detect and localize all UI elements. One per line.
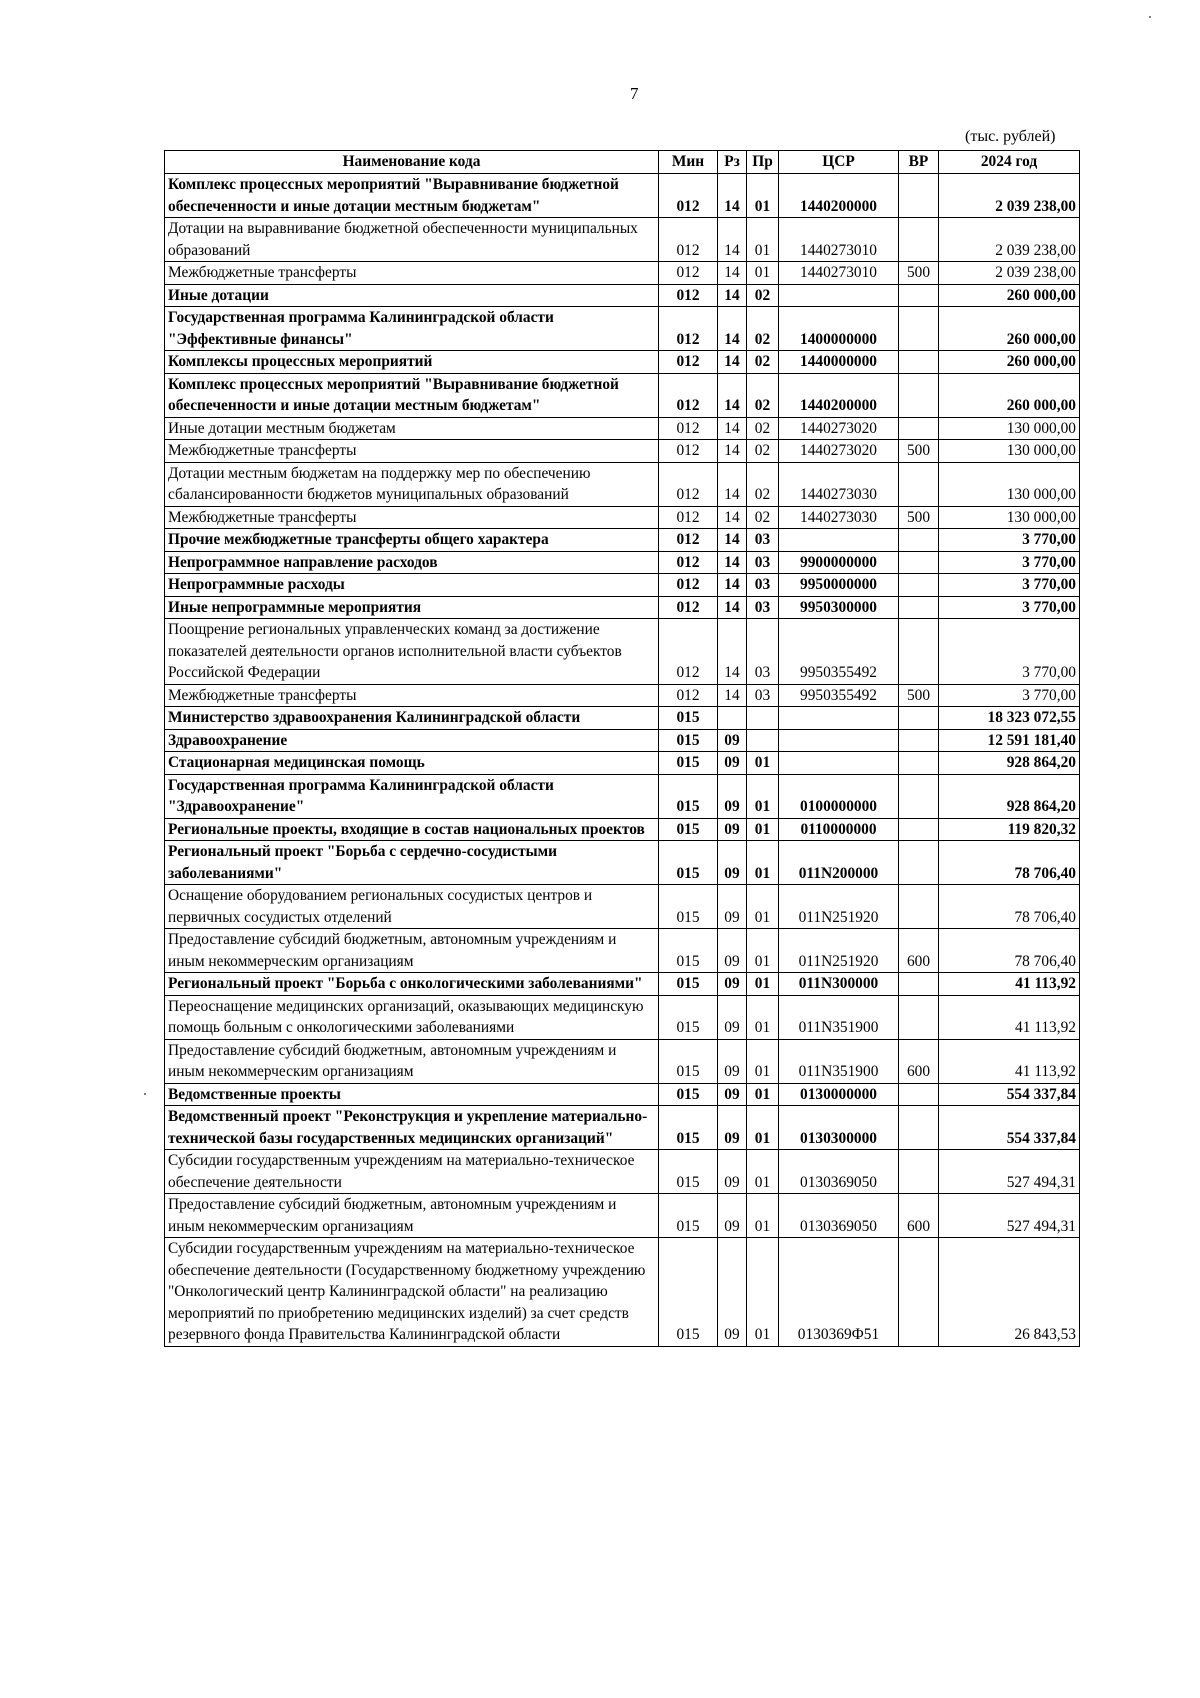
cell-rz: 14 (718, 506, 747, 529)
cell-vr (899, 774, 939, 818)
cell-min: 012 (659, 619, 718, 685)
cell-vr (899, 885, 939, 929)
cell-sum: 554 337,84 (939, 1106, 1080, 1150)
cell-vr (899, 995, 939, 1039)
cell-rz: 09 (718, 1106, 747, 1150)
cell-rz: 09 (718, 995, 747, 1039)
cell-vr (899, 841, 939, 885)
cell-pr: 01 (747, 841, 779, 885)
cell-sum: 41 113,92 (939, 995, 1080, 1039)
cell-pr: 01 (747, 1194, 779, 1238)
cell-name: Межбюджетные трансферты (165, 684, 659, 707)
cell-pr: 01 (747, 1238, 779, 1347)
cell-pr: 01 (747, 929, 779, 973)
table-row (165, 307, 1080, 351)
cell-vr (899, 174, 939, 218)
cell-sum: 78 706,40 (939, 929, 1080, 973)
cell-csr: 1440273020 (779, 440, 899, 463)
cell-csr (779, 729, 899, 752)
cell-pr: 01 (747, 262, 779, 285)
header-rz: Рз (718, 151, 747, 174)
cell-rz: 09 (718, 818, 747, 841)
table-row (165, 707, 1080, 730)
cell-min: 012 (659, 551, 718, 574)
cell-sum: 554 337,84 (939, 1083, 1080, 1106)
table-header-row (165, 151, 1080, 174)
cell-rz: 14 (718, 684, 747, 707)
cell-name: Предоставление субсидий бюджетным, автономным учреждениям и иным некоммерческим организациям (165, 1194, 659, 1238)
cell-rz: 14 (718, 551, 747, 574)
cell-sum: 130 000,00 (939, 440, 1080, 463)
cell-name: Региональный проект "Борьба с сердечно-сосудистыми заболеваниями" (165, 841, 659, 885)
cell-sum: 26 843,53 (939, 1238, 1080, 1347)
header-min: Мин (659, 151, 718, 174)
cell-name: Межбюджетные трансферты (165, 506, 659, 529)
cell-name: Комплекс процессных мероприятий "Выравнивание бюджетной обеспеченности и иные дотации местным бюджетам" (165, 373, 659, 417)
cell-csr: 1440273020 (779, 417, 899, 440)
cell-pr: 01 (747, 973, 779, 996)
table-row (165, 774, 1080, 818)
cell-vr (899, 307, 939, 351)
cell-sum: 78 706,40 (939, 885, 1080, 929)
cell-min: 012 (659, 351, 718, 374)
cell-pr: 02 (747, 506, 779, 529)
cell-name: Государственная программа Калининградской области "Здравоохранение" (165, 774, 659, 818)
cell-rz: 14 (718, 218, 747, 262)
cell-name: Поощрение региональных управленческих команд за достижение показателей деятельности органов исполнительной власти субъектов Российской Федерации (165, 619, 659, 685)
cell-min: 015 (659, 841, 718, 885)
cell-min: 012 (659, 218, 718, 262)
table-row (165, 619, 1080, 685)
cell-pr: 02 (747, 373, 779, 417)
table-row (165, 506, 1080, 529)
cell-pr: 03 (747, 619, 779, 685)
cell-name: Комплексы процессных мероприятий (165, 351, 659, 374)
cell-min: 012 (659, 462, 718, 506)
cell-rz: 14 (718, 174, 747, 218)
cell-name: Региональный проект "Борьба с онкологическими заболеваниями" (165, 973, 659, 996)
cell-vr (899, 729, 939, 752)
cell-csr: 0130369050 (779, 1194, 899, 1238)
cell-sum: 260 000,00 (939, 373, 1080, 417)
cell-vr (899, 373, 939, 417)
cell-csr: 0110000000 (779, 818, 899, 841)
cell-min: 012 (659, 506, 718, 529)
cell-rz: 14 (718, 619, 747, 685)
table-body (165, 174, 1080, 1347)
cell-csr: 1400000000 (779, 307, 899, 351)
cell-sum: 130 000,00 (939, 506, 1080, 529)
cell-name: Дотации на выравнивание бюджетной обеспеченности муниципальных образований (165, 218, 659, 262)
cell-rz: 09 (718, 841, 747, 885)
cell-rz: 14 (718, 574, 747, 597)
cell-rz: 14 (718, 284, 747, 307)
table-row (165, 262, 1080, 285)
cell-min: 012 (659, 373, 718, 417)
cell-csr: 011N200000 (779, 841, 899, 885)
cell-rz: 14 (718, 351, 747, 374)
table-row (165, 373, 1080, 417)
cell-csr: 9950000000 (779, 574, 899, 597)
cell-pr: 02 (747, 417, 779, 440)
cell-vr: 600 (899, 1039, 939, 1083)
cell-csr: 9900000000 (779, 551, 899, 574)
cell-min: 012 (659, 174, 718, 218)
cell-name: Стационарная медицинская помощь (165, 752, 659, 775)
cell-min: 012 (659, 574, 718, 597)
cell-vr: 600 (899, 929, 939, 973)
table-row (165, 885, 1080, 929)
cell-min: 015 (659, 995, 718, 1039)
table-row (165, 684, 1080, 707)
cell-rz: 14 (718, 262, 747, 285)
cell-csr: 011N251920 (779, 885, 899, 929)
table-row (165, 1194, 1080, 1238)
table-row (165, 973, 1080, 996)
table-row (165, 1083, 1080, 1106)
cell-min: 015 (659, 929, 718, 973)
table-row (165, 729, 1080, 752)
cell-pr: 01 (747, 1039, 779, 1083)
cell-csr (779, 284, 899, 307)
cell-pr: 01 (747, 752, 779, 775)
cell-rz (718, 707, 747, 730)
cell-min: 012 (659, 684, 718, 707)
units-note: (тыс. рублей) (965, 128, 1056, 145)
cell-csr: 1440200000 (779, 373, 899, 417)
cell-min: 012 (659, 262, 718, 285)
cell-pr: 01 (747, 995, 779, 1039)
cell-sum: 260 000,00 (939, 284, 1080, 307)
cell-sum: 3 770,00 (939, 529, 1080, 552)
cell-sum: 2 039 238,00 (939, 262, 1080, 285)
cell-min: 012 (659, 307, 718, 351)
cell-sum: 3 770,00 (939, 574, 1080, 597)
cell-name: Межбюджетные трансферты (165, 440, 659, 463)
cell-csr (779, 752, 899, 775)
cell-pr: 02 (747, 351, 779, 374)
cell-csr: 1440000000 (779, 351, 899, 374)
cell-pr: 01 (747, 174, 779, 218)
cell-sum: 3 770,00 (939, 619, 1080, 685)
cell-min: 015 (659, 1150, 718, 1194)
table-row (165, 284, 1080, 307)
cell-rz: 14 (718, 529, 747, 552)
cell-name: Ведомственные проекты (165, 1083, 659, 1106)
cell-csr: 1440273010 (779, 218, 899, 262)
cell-vr (899, 1106, 939, 1150)
cell-pr: 02 (747, 462, 779, 506)
scan-speck (144, 1093, 146, 1095)
cell-rz: 09 (718, 1238, 747, 1347)
cell-pr: 02 (747, 440, 779, 463)
table-row (165, 995, 1080, 1039)
cell-rz: 09 (718, 752, 747, 775)
cell-pr: 01 (747, 885, 779, 929)
table-row (165, 1238, 1080, 1347)
cell-rz: 09 (718, 973, 747, 996)
cell-name: Прочие межбюджетные трансферты общего характера (165, 529, 659, 552)
cell-csr: 9950300000 (779, 596, 899, 619)
cell-sum: 3 770,00 (939, 551, 1080, 574)
header-sum: 2024 год (939, 151, 1080, 174)
cell-csr: 0100000000 (779, 774, 899, 818)
cell-name: Оснащение оборудованием региональных сосудистых центров и первичных сосудистых отделений (165, 885, 659, 929)
cell-sum: 78 706,40 (939, 841, 1080, 885)
cell-rz: 14 (718, 307, 747, 351)
cell-name: Иные дотации (165, 284, 659, 307)
cell-rz: 09 (718, 774, 747, 818)
cell-sum: 119 820,32 (939, 818, 1080, 841)
table-row (165, 1106, 1080, 1150)
page-number: 7 (630, 84, 639, 103)
cell-csr: 011N300000 (779, 973, 899, 996)
cell-vr (899, 1150, 939, 1194)
cell-rz: 14 (718, 440, 747, 463)
cell-vr (899, 417, 939, 440)
cell-rz: 09 (718, 1039, 747, 1083)
cell-vr (899, 351, 939, 374)
cell-rz: 09 (718, 929, 747, 973)
cell-sum: 12 591 181,40 (939, 729, 1080, 752)
cell-csr: 0130369050 (779, 1150, 899, 1194)
cell-rz: 14 (718, 373, 747, 417)
table-row (165, 574, 1080, 597)
cell-csr: 011N251920 (779, 929, 899, 973)
cell-pr: 01 (747, 774, 779, 818)
cell-csr (779, 707, 899, 730)
scan-speck (1149, 16, 1151, 18)
table-row (165, 818, 1080, 841)
cell-sum: 928 864,20 (939, 774, 1080, 818)
header-name: Наименование кода (165, 151, 659, 174)
cell-pr: 02 (747, 307, 779, 351)
cell-vr: 500 (899, 684, 939, 707)
cell-min: 015 (659, 729, 718, 752)
cell-name: Субсидии государственным учреждениям на материально-техническое обеспечение деятельности (165, 1150, 659, 1194)
table-row (165, 174, 1080, 218)
cell-min: 015 (659, 1238, 718, 1347)
cell-sum: 2 039 238,00 (939, 174, 1080, 218)
cell-sum: 41 113,92 (939, 1039, 1080, 1083)
cell-min: 012 (659, 284, 718, 307)
cell-rz: 14 (718, 462, 747, 506)
cell-name: Переоснащение медицинских организаций, оказывающих медицинскую помощь больным с онкологическими заболеваниями (165, 995, 659, 1039)
cell-vr (899, 1083, 939, 1106)
table-row (165, 417, 1080, 440)
table-row (165, 529, 1080, 552)
cell-min: 015 (659, 774, 718, 818)
table-row (165, 1150, 1080, 1194)
cell-name: Предоставление субсидий бюджетным, автономным учреждениям и иным некоммерческим организациям (165, 929, 659, 973)
cell-sum: 3 770,00 (939, 596, 1080, 619)
cell-sum: 41 113,92 (939, 973, 1080, 996)
cell-name: Непрограммное направление расходов (165, 551, 659, 574)
cell-csr: 011N351900 (779, 995, 899, 1039)
table-row (165, 351, 1080, 374)
cell-sum: 130 000,00 (939, 462, 1080, 506)
cell-csr: 9950355492 (779, 619, 899, 685)
cell-name: Комплекс процессных мероприятий "Выравнивание бюджетной обеспеченности и иные дотации местным бюджетам" (165, 174, 659, 218)
cell-vr: 500 (899, 440, 939, 463)
cell-pr: 03 (747, 684, 779, 707)
cell-sum: 527 494,31 (939, 1150, 1080, 1194)
cell-name: Министерство здравоохранения Калининградской области (165, 707, 659, 730)
table-row (165, 462, 1080, 506)
table-row (165, 1039, 1080, 1083)
table-row (165, 218, 1080, 262)
table-row (165, 841, 1080, 885)
cell-name: Ведомственный проект "Реконструкция и укрепление материально-технической базы государственных медицинских организаций" (165, 1106, 659, 1150)
cell-rz: 09 (718, 1150, 747, 1194)
cell-pr (747, 707, 779, 730)
cell-pr: 03 (747, 551, 779, 574)
cell-vr (899, 752, 939, 775)
cell-vr (899, 462, 939, 506)
table-row (165, 596, 1080, 619)
cell-min: 015 (659, 1083, 718, 1106)
cell-vr (899, 818, 939, 841)
budget-table (164, 150, 1080, 1347)
cell-name: Региональные проекты, входящие в состав национальных проектов (165, 818, 659, 841)
cell-pr: 01 (747, 1083, 779, 1106)
cell-pr: 01 (747, 1106, 779, 1150)
cell-csr: 1440273030 (779, 506, 899, 529)
cell-min: 015 (659, 973, 718, 996)
cell-vr (899, 1238, 939, 1347)
cell-pr: 03 (747, 574, 779, 597)
cell-csr: 1440273010 (779, 262, 899, 285)
cell-csr: 0130369Ф51 (779, 1238, 899, 1347)
cell-sum: 527 494,31 (939, 1194, 1080, 1238)
cell-min: 015 (659, 1039, 718, 1083)
cell-rz: 09 (718, 1194, 747, 1238)
cell-name: Дотации местным бюджетам на поддержку мер по обеспечению сбалансированности бюджетов муниципальных образований (165, 462, 659, 506)
cell-vr (899, 574, 939, 597)
header-pr: Пр (747, 151, 779, 174)
cell-csr (779, 529, 899, 552)
cell-pr: 02 (747, 284, 779, 307)
cell-name: Здравоохранение (165, 729, 659, 752)
cell-rz: 14 (718, 596, 747, 619)
cell-vr: 500 (899, 262, 939, 285)
cell-pr (747, 729, 779, 752)
cell-name: Межбюджетные трансферты (165, 262, 659, 285)
cell-rz: 09 (718, 729, 747, 752)
cell-csr: 011N351900 (779, 1039, 899, 1083)
cell-sum: 2 039 238,00 (939, 218, 1080, 262)
cell-pr: 01 (747, 818, 779, 841)
cell-csr: 1440200000 (779, 174, 899, 218)
cell-min: 012 (659, 417, 718, 440)
cell-min: 015 (659, 885, 718, 929)
cell-min: 015 (659, 707, 718, 730)
cell-min: 012 (659, 596, 718, 619)
cell-vr (899, 218, 939, 262)
cell-csr: 0130300000 (779, 1106, 899, 1150)
cell-sum: 3 770,00 (939, 684, 1080, 707)
table-row (165, 929, 1080, 973)
cell-csr: 1440273030 (779, 462, 899, 506)
cell-sum: 260 000,00 (939, 351, 1080, 374)
cell-min: 015 (659, 1194, 718, 1238)
cell-csr: 9950355492 (779, 684, 899, 707)
cell-vr (899, 529, 939, 552)
cell-vr (899, 707, 939, 730)
cell-rz: 09 (718, 885, 747, 929)
cell-pr: 01 (747, 1150, 779, 1194)
table-row (165, 440, 1080, 463)
cell-min: 015 (659, 752, 718, 775)
cell-vr: 500 (899, 506, 939, 529)
cell-min: 012 (659, 529, 718, 552)
cell-vr (899, 973, 939, 996)
cell-rz: 14 (718, 417, 747, 440)
cell-rz: 09 (718, 1083, 747, 1106)
cell-name: Субсидии государственным учреждениям на материально-техническое обеспечение деятельности (Государственному бюджетному учреждению "Онкологический центр Калининградской области" на реализацию мероприятий по приобретению медицинских изделий) за счет средств резервного фонда Правительства Калининградской области (165, 1238, 659, 1347)
cell-vr (899, 551, 939, 574)
cell-name: Государственная программа Калининградской области "Эффективные финансы" (165, 307, 659, 351)
cell-sum: 130 000,00 (939, 417, 1080, 440)
cell-vr (899, 596, 939, 619)
cell-sum: 260 000,00 (939, 307, 1080, 351)
cell-vr (899, 284, 939, 307)
header-vr: ВР (899, 151, 939, 174)
cell-name: Иные непрограммные мероприятия (165, 596, 659, 619)
cell-pr: 01 (747, 218, 779, 262)
header-csr: ЦСР (779, 151, 899, 174)
cell-name: Иные дотации местным бюджетам (165, 417, 659, 440)
cell-pr: 03 (747, 596, 779, 619)
cell-name: Предоставление субсидий бюджетным, автономным учреждениям и иным некоммерческим организациям (165, 1039, 659, 1083)
cell-pr: 03 (747, 529, 779, 552)
table-row (165, 752, 1080, 775)
cell-sum: 18 323 072,55 (939, 707, 1080, 730)
cell-min: 015 (659, 818, 718, 841)
table-row (165, 551, 1080, 574)
cell-min: 015 (659, 1106, 718, 1150)
cell-name: Непрограммные расходы (165, 574, 659, 597)
cell-vr: 600 (899, 1194, 939, 1238)
cell-sum: 928 864,20 (939, 752, 1080, 775)
cell-csr: 0130000000 (779, 1083, 899, 1106)
cell-min: 012 (659, 440, 718, 463)
cell-vr (899, 619, 939, 685)
